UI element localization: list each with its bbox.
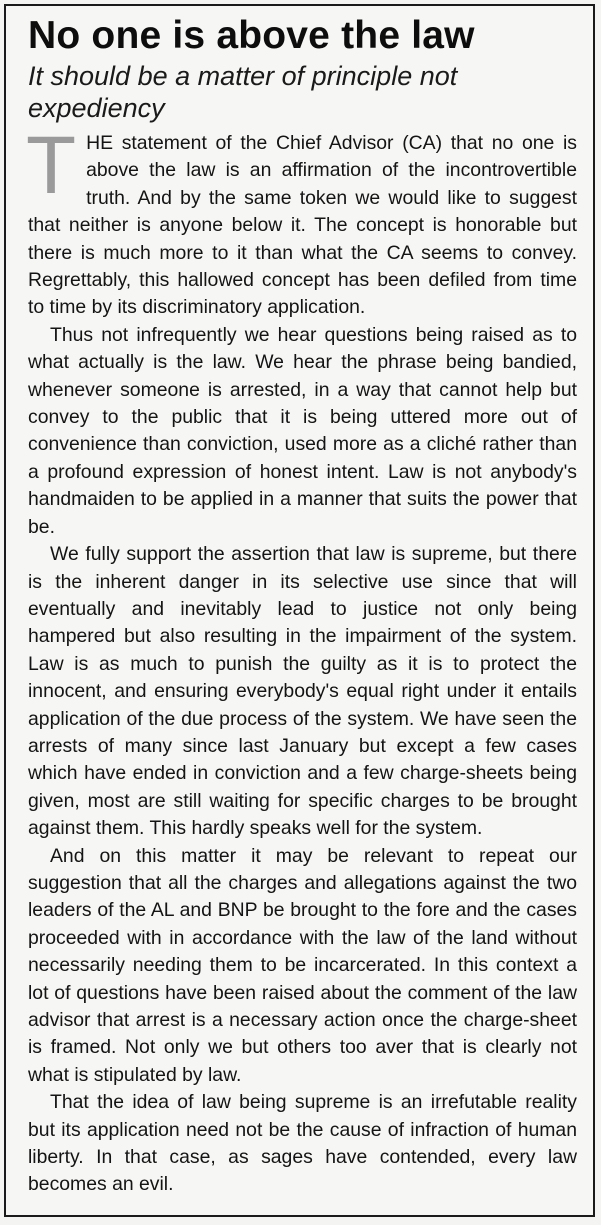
- editorial-frame: [4, 4, 595, 1217]
- paragraph-4: And on this matter it may be relevant to repeat our suggestion that all the charges and allegations against the two leaders of the AL and BNP be brought to the fore and the cases proceeded with in accordance with the law of the land without necessarily needing them to be incarcerated. In this context a lot of questions have been raised about the comment of the law advisor that arrest is a necessary action once the charge-sheet is framed. Not only we but others too aver that is clearly not what is stipulated by law.: [28, 844, 577, 1086]
- drop-cap: T: [26, 120, 77, 211]
- headline: No one is above the law: [28, 14, 475, 57]
- paragraph-1-text: HE statement of the Chief Advisor (CA) that no one is above the law is an affirmation of the incontrovertible truth. And by the same token we would like to suggest that neither is anyone below it. The concept is honorable but there is much more to it than what the CA seems to convey. Regrettably, this hallowed concept has been defiled from time to time by its discriminatory application.: [28, 132, 577, 319]
- paragraph-2: Thus not infrequently we hear questions being raised as to what actually is the law. We hear the phrase being bandied, whenever someone is arrested, in a way that cannot help but convey to the public that it is being uttered more out of convenience than conviction, used more as a cliché rather than a profound expression of honest intent. Law is not anybody's handmaiden to be applied in a manner that suits the power that be.: [28, 323, 577, 538]
- paragraph-1: [26, 120, 577, 322]
- paragraph-3: We fully support the assertion that law is supreme, but there is the inherent danger in its selective use since that will eventually and inevitably lead to justice not only being hampered but also resulting in the impairment of the system. Law is as much to punish the guilty as it is to protect the innocent, and ensuring everybody's equal right under it entails application of the due process of the system. We have seen the arrests of many since last January but except a few cases which have ended in conviction and a few charge-sheets being given, most are still waiting for specific charges to be brought against them. This hardly speaks well for the system.: [28, 543, 577, 840]
- paragraph-5: That the idea of law being supreme is an irrefutable reality but its application need not be the cause of infraction of human liberty. In that case, as sages have contended, every law becomes an evil.: [28, 1091, 577, 1196]
- subheadline: It should be a matter of principle not expediency: [28, 61, 458, 123]
- article-body: [26, 120, 577, 1199]
